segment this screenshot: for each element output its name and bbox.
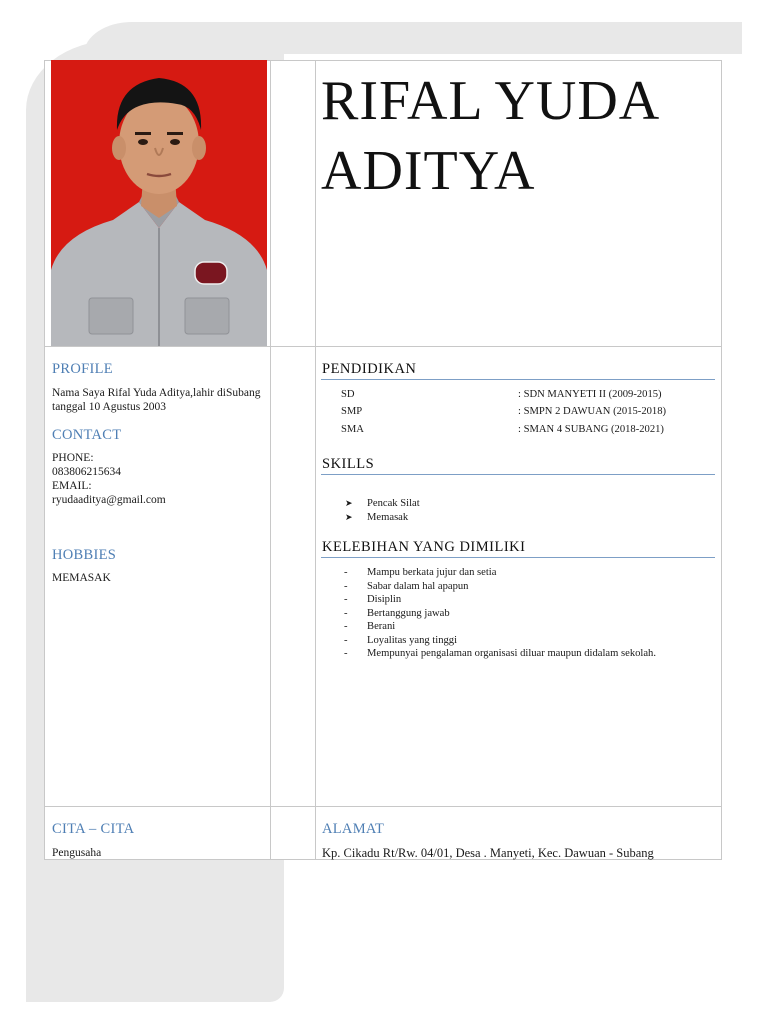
kelebihan-item: Berani [367, 621, 396, 632]
profile-text [52, 386, 267, 414]
skills-rule [321, 474, 715, 475]
kelebihan-heading: KELEBIHAN YANG DIMILIKI [322, 539, 526, 555]
cv-sheet [44, 60, 722, 860]
kelebihan-bullet: - [344, 580, 348, 592]
profile-heading: PROFILE [52, 361, 113, 377]
kelebihan-item: Mempunyai pengalaman organisasi diluar maupun didalam sekolah. [367, 648, 657, 659]
table-border-right [721, 60, 722, 860]
kelebihan-bullet: - [344, 648, 348, 659]
kelebihan-item: Sabar dalam hal apapun [367, 580, 469, 592]
kelebihan-bullet: - [344, 607, 348, 619]
table-divider-1 [270, 60, 271, 860]
kelebihan-rule [321, 557, 715, 558]
kelebihan-bullet: - [344, 567, 348, 578]
cita-value: Pengusaha [52, 847, 102, 859]
kelebihan-item: Mampu berkata jujur dan setia [367, 567, 497, 578]
edu-level-smp: SMP [341, 406, 363, 417]
pendidikan-rule [321, 379, 715, 380]
kelebihan-bullet: - [344, 621, 348, 632]
email-label: EMAIL: [52, 480, 92, 492]
edu-level-sma: SMA [341, 424, 364, 435]
person-portrait-image [51, 60, 267, 346]
table-divider-2 [315, 60, 316, 860]
email-address: ryudaaditya@gmail.com [52, 494, 166, 506]
edu-school-sma: : SMAN 4 SUBANG (2018-2021) [518, 424, 664, 435]
edu-level-sd: SD [341, 389, 355, 400]
edu-school-sd: : SDN MANYETI II (2009-2015) [518, 389, 662, 400]
skill-bullet-icon: ➤ [345, 498, 353, 508]
full-name [321, 66, 717, 206]
skill-item: Pencak Silat [367, 498, 420, 509]
pendidikan-heading: PENDIDIKAN [322, 361, 417, 377]
table-border-left [44, 60, 45, 860]
cita-heading: CITA – CITA [52, 821, 135, 837]
kelebihan-bullet: - [344, 634, 348, 646]
alamat-value: Kp. Cikadu Rt/Rw. 04/01, Desa . Manyeti, Kec. Dawuan - Subang [322, 846, 654, 860]
table-row-divider-2 [44, 806, 722, 807]
kelebihan-bullet: - [344, 594, 348, 605]
skill-bullet-icon: ➤ [345, 512, 353, 522]
kelebihan-item: Loyalitas yang tinggi [367, 634, 458, 646]
phone-number: 083806215634 [52, 466, 121, 478]
kelebihan-item: Bertanggung jawab [367, 607, 450, 619]
profile-text-line-2: tanggal 10 Agustus 2003 [52, 401, 167, 413]
phone-label: PHONE: [52, 452, 94, 464]
table-row-divider-1 [44, 346, 722, 347]
profile-photo [51, 60, 267, 346]
full-name-line-1: RIFAL YUDA [321, 70, 661, 132]
alamat-heading: ALAMAT [322, 821, 385, 837]
hobbies-value: MEMASAK [52, 572, 111, 584]
edu-school-smp: : SMPN 2 DAWUAN (2015-2018) [518, 406, 667, 417]
skills-heading: SKILLS [322, 456, 375, 472]
contact-heading: CONTACT [52, 427, 122, 443]
profile-text-line-1: Nama Saya Rifal Yuda Aditya,lahir diSubang [52, 387, 261, 399]
hobbies-heading: HOBBIES [52, 547, 117, 563]
full-name-line-2: ADITYA [321, 140, 536, 202]
contact-details [52, 451, 267, 507]
skill-item: Memasak [367, 512, 409, 523]
kelebihan-item: Disiplin [367, 594, 402, 605]
